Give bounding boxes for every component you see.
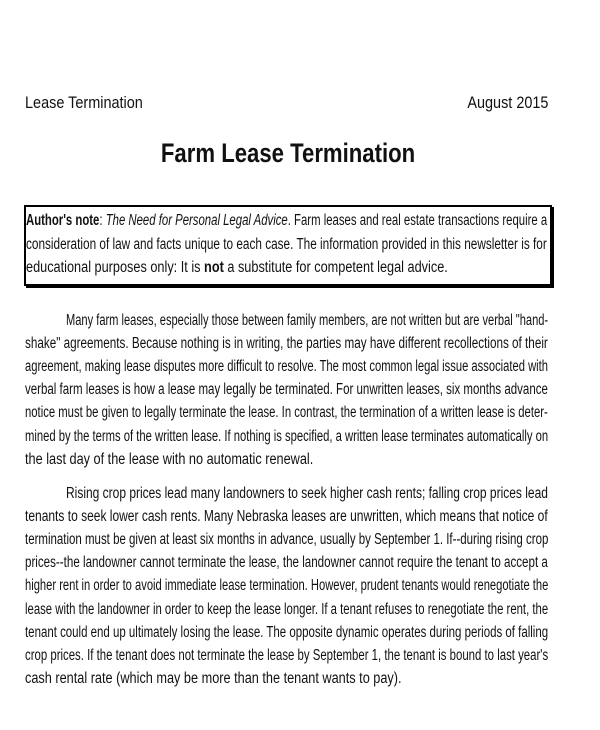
paragraph-line: agreement, making lease disputes more difficult to resolve. The most common legal issue associated with	[25, 358, 548, 376]
paragraph-line: cash rental rate (which may be more than the tenant wants to pay).	[25, 669, 402, 687]
page-title: Farm Lease Termination	[160, 138, 416, 168]
paragraph-line: higher rent in order to avoid immediate lease termination. However, prudent tenants would renegotiate the	[25, 577, 549, 595]
paragraph-line: verbal farm leases is how a lease may legally be terminated. For unwritten leases, six months advance	[25, 381, 548, 399]
paragraph-line: prices--the landowner cannot terminate the lease, the landowner cannot require the tenant to accept a	[25, 554, 548, 572]
paragraph-line: the last day of the lease with no automatic renewal.	[25, 450, 314, 468]
bold-text: not	[204, 259, 224, 276]
text: . Farm leases and real estate transactions require a	[287, 212, 548, 229]
authors-note-line	[26, 259, 448, 277]
paragraph-line: crop prices. If the tenant does not terminate the lease by September 1, the tenant is bound to last year's	[25, 646, 549, 664]
paragraph-line: tenant could end up ultimately losing the lease. The opposite dynamic operates during periods of falling	[25, 623, 549, 641]
bold-text: Author's note	[26, 212, 100, 229]
paragraph-line: tenants to seek lower cash rents. Many Nebraska leases are unwritten, which means that notice of	[25, 508, 548, 526]
header-left: Lease Termination	[25, 93, 143, 112]
paragraph-line: mined by the terms of the written lease. If nothing is specified, a written lease terminates automatically on	[25, 427, 549, 445]
header-date: August 2015	[466, 93, 548, 112]
text: educational purposes only: It is	[26, 259, 205, 276]
paragraph-line: lease with the landowner in order to keep the lease longer. If a tenant refuses to renegotiate the rent, the	[25, 600, 549, 618]
authors-note-line	[26, 212, 547, 230]
authors-note-line	[26, 236, 547, 254]
italic-text: The Need for Personal Legal Advice	[105, 212, 288, 229]
paragraph-line: Rising crop prices lead many landowners to seek higher cash rents; falling crop prices lead	[66, 485, 548, 502]
paragraph-line: notice must be given to legally terminate the lease. In contrast, the termination of a written lease is deter-	[25, 404, 548, 422]
text: consideration of law and facts unique to each case. The information provided in this newsletter is for	[26, 235, 547, 253]
text: :	[99, 212, 106, 229]
paragraph-line: shake" agreements. Because nothing is in writing, the parties may have different recollections of their	[25, 335, 548, 353]
paragraph-line: Many farm leases, especially those between family members, are not written but are verbal "hand-	[66, 312, 549, 329]
paragraph-line: termination must be given at least six months in advance, usually by September 1. If--during rising crop	[25, 531, 549, 549]
text: a substitute for competent legal advice.	[223, 259, 448, 276]
